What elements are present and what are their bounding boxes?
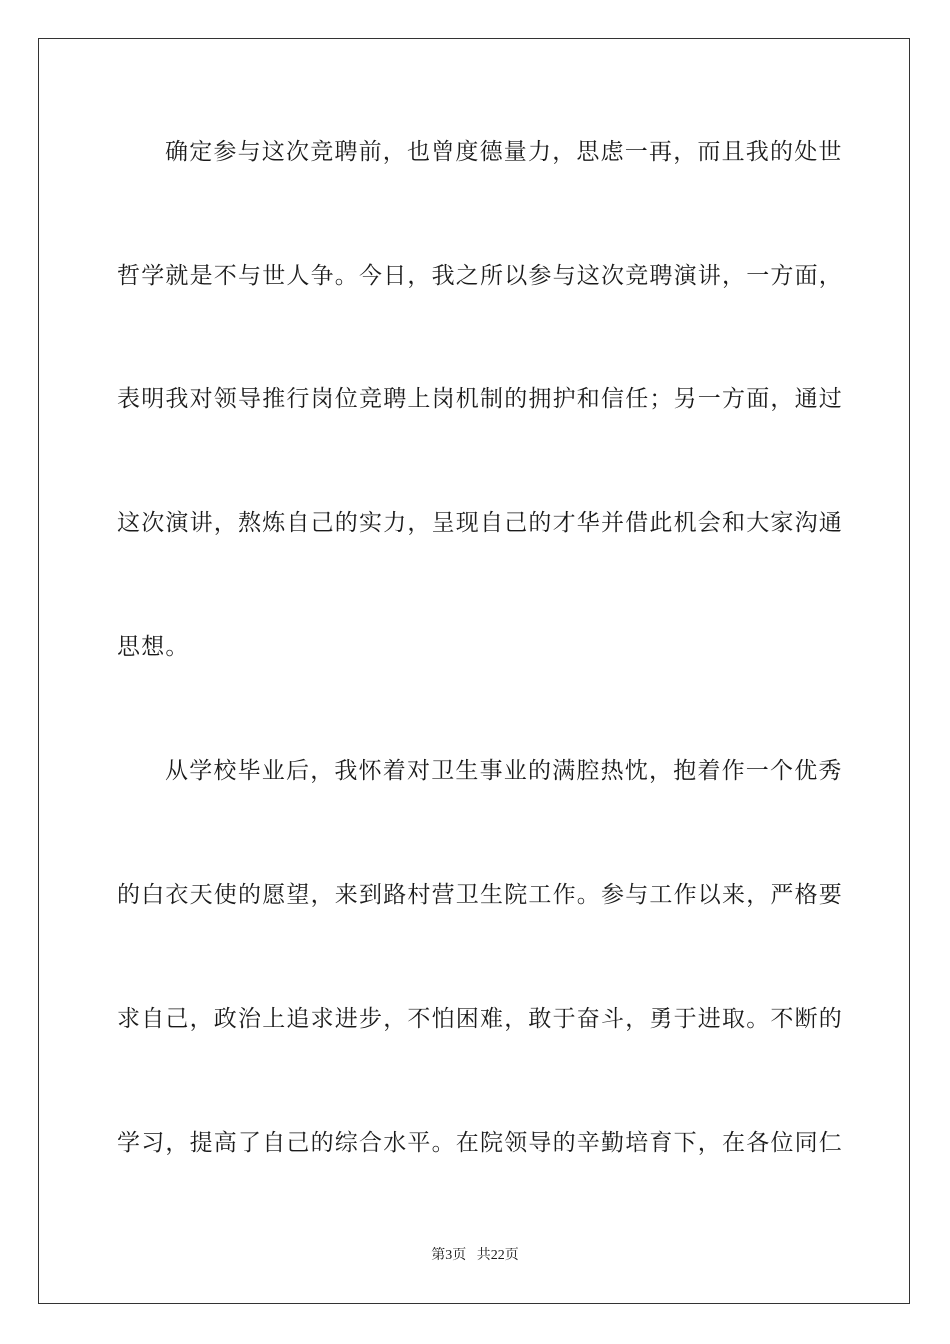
page-total: 共22页: [476, 1248, 519, 1263]
paragraph-line: 求自己，政治上追求进步，不怕困难，敢于奋斗，勇于进取。不断的: [117, 1006, 843, 1032]
paragraph-line: 从学校毕业后，我怀着对卫生事业的满腔热忱，抱着作一个优秀: [165, 758, 843, 784]
page-number: 第3页: [431, 1248, 467, 1263]
paragraph-line: 这次演讲，熬炼自己的实力，呈现自己的才华并借此机会和大家沟通: [117, 510, 843, 536]
page-footer: [0, 1247, 950, 1265]
page-frame: [38, 38, 910, 1304]
paragraph-line: 确定参与这次竞聘前，也曾度德量力，思虑一再，而且我的处世: [165, 139, 843, 165]
paragraph-line: 表明我对领导推行岗位竞聘上岗机制的拥护和信任；另一方面，通过: [117, 386, 843, 412]
paragraph-line: 思想。: [117, 634, 190, 660]
paragraph-line: 的白衣天使的愿望，来到路村营卫生院工作。参与工作以来，严格要: [117, 882, 843, 908]
paragraph-line: 学习，提高了自己的综合水平。在院领导的辛勤培育下，在各位同仁: [117, 1130, 843, 1156]
paragraph-line: 哲学就是不与世人争。今日，我之所以参与这次竞聘演讲，一方面，: [117, 263, 843, 289]
